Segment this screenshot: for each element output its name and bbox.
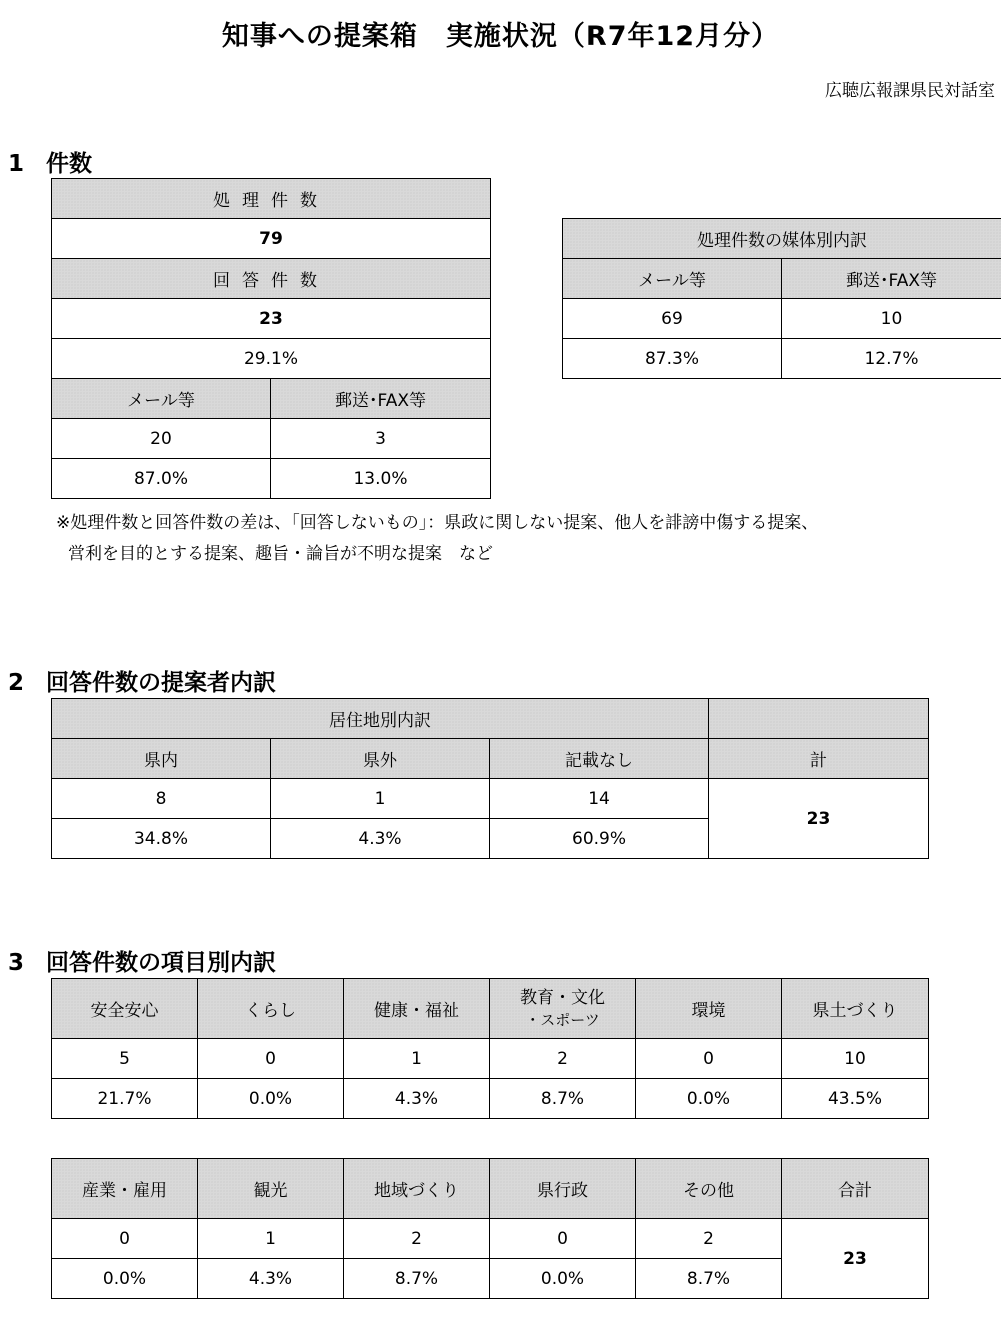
section-1-heading	[8, 145, 92, 178]
section-title: 件数	[46, 151, 92, 177]
value-cell: 10	[782, 1039, 929, 1079]
value-cell: 14	[490, 779, 709, 819]
pct-cell: 8.7%	[490, 1079, 636, 1119]
media-title: 処理件数の媒体別内訳	[563, 219, 1001, 259]
section-title: 回答件数の項目別内訳	[46, 950, 276, 976]
value-cell: 0	[198, 1039, 344, 1079]
post-pct: 13.0%	[271, 459, 491, 499]
section-number: 2	[8, 670, 25, 696]
total-cell: 23	[782, 1219, 929, 1299]
media-mail-label: メール等	[563, 259, 782, 299]
pct-cell: 8.7%	[344, 1259, 490, 1299]
col-header: 合計	[782, 1159, 929, 1219]
col-header-line-2: ・スポーツ	[525, 1010, 600, 1029]
answered-pct: 29.1%	[52, 339, 491, 379]
col-header: その他	[636, 1159, 782, 1219]
col-header: 安全安心	[52, 979, 198, 1039]
region-title: 居住地別内訳	[52, 699, 709, 739]
mail-label: メール等	[52, 379, 271, 419]
department-name: 広聴広報課県民対話室	[825, 81, 995, 101]
value-cell: 1	[198, 1219, 344, 1259]
pct-cell: 43.5%	[782, 1079, 929, 1119]
col-header: 地域づくり	[344, 1159, 490, 1219]
media-mail-value: 69	[563, 299, 782, 339]
value-cell: 1	[271, 779, 490, 819]
section-number: 3	[8, 950, 25, 976]
value-cell: 8	[52, 779, 271, 819]
pct-cell: 4.3%	[344, 1079, 490, 1119]
pct-cell: 21.7%	[52, 1079, 198, 1119]
note	[56, 508, 818, 570]
col-header: 観光	[198, 1159, 344, 1219]
media-breakdown-table	[562, 218, 1001, 379]
empty-header	[709, 699, 929, 739]
section-number: 1	[8, 151, 25, 177]
post-value: 3	[271, 419, 491, 459]
media-post-pct: 12.7%	[782, 339, 1001, 379]
pct-cell: 34.8%	[52, 819, 271, 859]
pct-cell: 0.0%	[52, 1259, 198, 1299]
category-table-2	[51, 1158, 929, 1299]
value-cell: 2	[490, 1039, 636, 1079]
media-mail-pct: 87.3%	[563, 339, 782, 379]
section-2-heading	[8, 664, 276, 697]
total-cell: 23	[709, 779, 929, 859]
col-header: くらし	[198, 979, 344, 1039]
value-cell: 1	[344, 1039, 490, 1079]
processed-value: 79	[52, 219, 491, 259]
pct-cell: 0.0%	[198, 1079, 344, 1119]
col-header: 環境	[636, 979, 782, 1039]
counts-table	[51, 178, 491, 499]
col-header	[490, 979, 636, 1039]
mail-pct: 87.0%	[52, 459, 271, 499]
page-title: 知事への提案箱 実施状況（R7年12月分）	[221, 21, 780, 52]
value-cell: 2	[636, 1219, 782, 1259]
answered-label: 回答件数	[52, 259, 491, 299]
processed-label: 処理件数	[52, 179, 491, 219]
pct-cell: 0.0%	[636, 1079, 782, 1119]
col-header: 健康・福祉	[344, 979, 490, 1039]
col-header: 県内	[52, 739, 271, 779]
note-line-1: ※処理件数と回答件数の差は、「回答しないもの」：県政に関しない提案、他人を誹謗中傷する提案、	[56, 513, 819, 533]
value-cell: 0	[490, 1219, 636, 1259]
value-cell: 0	[52, 1219, 198, 1259]
section-3-heading	[8, 944, 276, 977]
col-header: 産業・雇用	[52, 1159, 198, 1219]
pct-cell: 8.7%	[636, 1259, 782, 1299]
pct-cell: 4.3%	[198, 1259, 344, 1299]
region-table	[51, 698, 929, 859]
col-header: 県土づくり	[782, 979, 929, 1039]
category-table-1	[51, 978, 929, 1119]
pct-cell: 4.3%	[271, 819, 490, 859]
col-header: 県行政	[490, 1159, 636, 1219]
value-cell: 5	[52, 1039, 198, 1079]
col-header-line-1: 教育・文化	[520, 987, 605, 1008]
pct-cell: 60.9%	[490, 819, 709, 859]
media-post-label: 郵送･FAX等	[782, 259, 1001, 299]
col-header: 記載なし	[490, 739, 709, 779]
value-cell: 2	[344, 1219, 490, 1259]
answered-value: 23	[52, 299, 491, 339]
note-line-2: 営利を目的とする提案、趣旨・論旨が不明な提案 など	[68, 544, 493, 564]
pct-cell: 0.0%	[490, 1259, 636, 1299]
media-post-value: 10	[782, 299, 1001, 339]
value-cell: 0	[636, 1039, 782, 1079]
col-header: 計	[709, 739, 929, 779]
mail-value: 20	[52, 419, 271, 459]
col-header: 県外	[271, 739, 490, 779]
post-label: 郵送･FAX等	[271, 379, 491, 419]
section-title: 回答件数の提案者内訳	[46, 670, 276, 696]
